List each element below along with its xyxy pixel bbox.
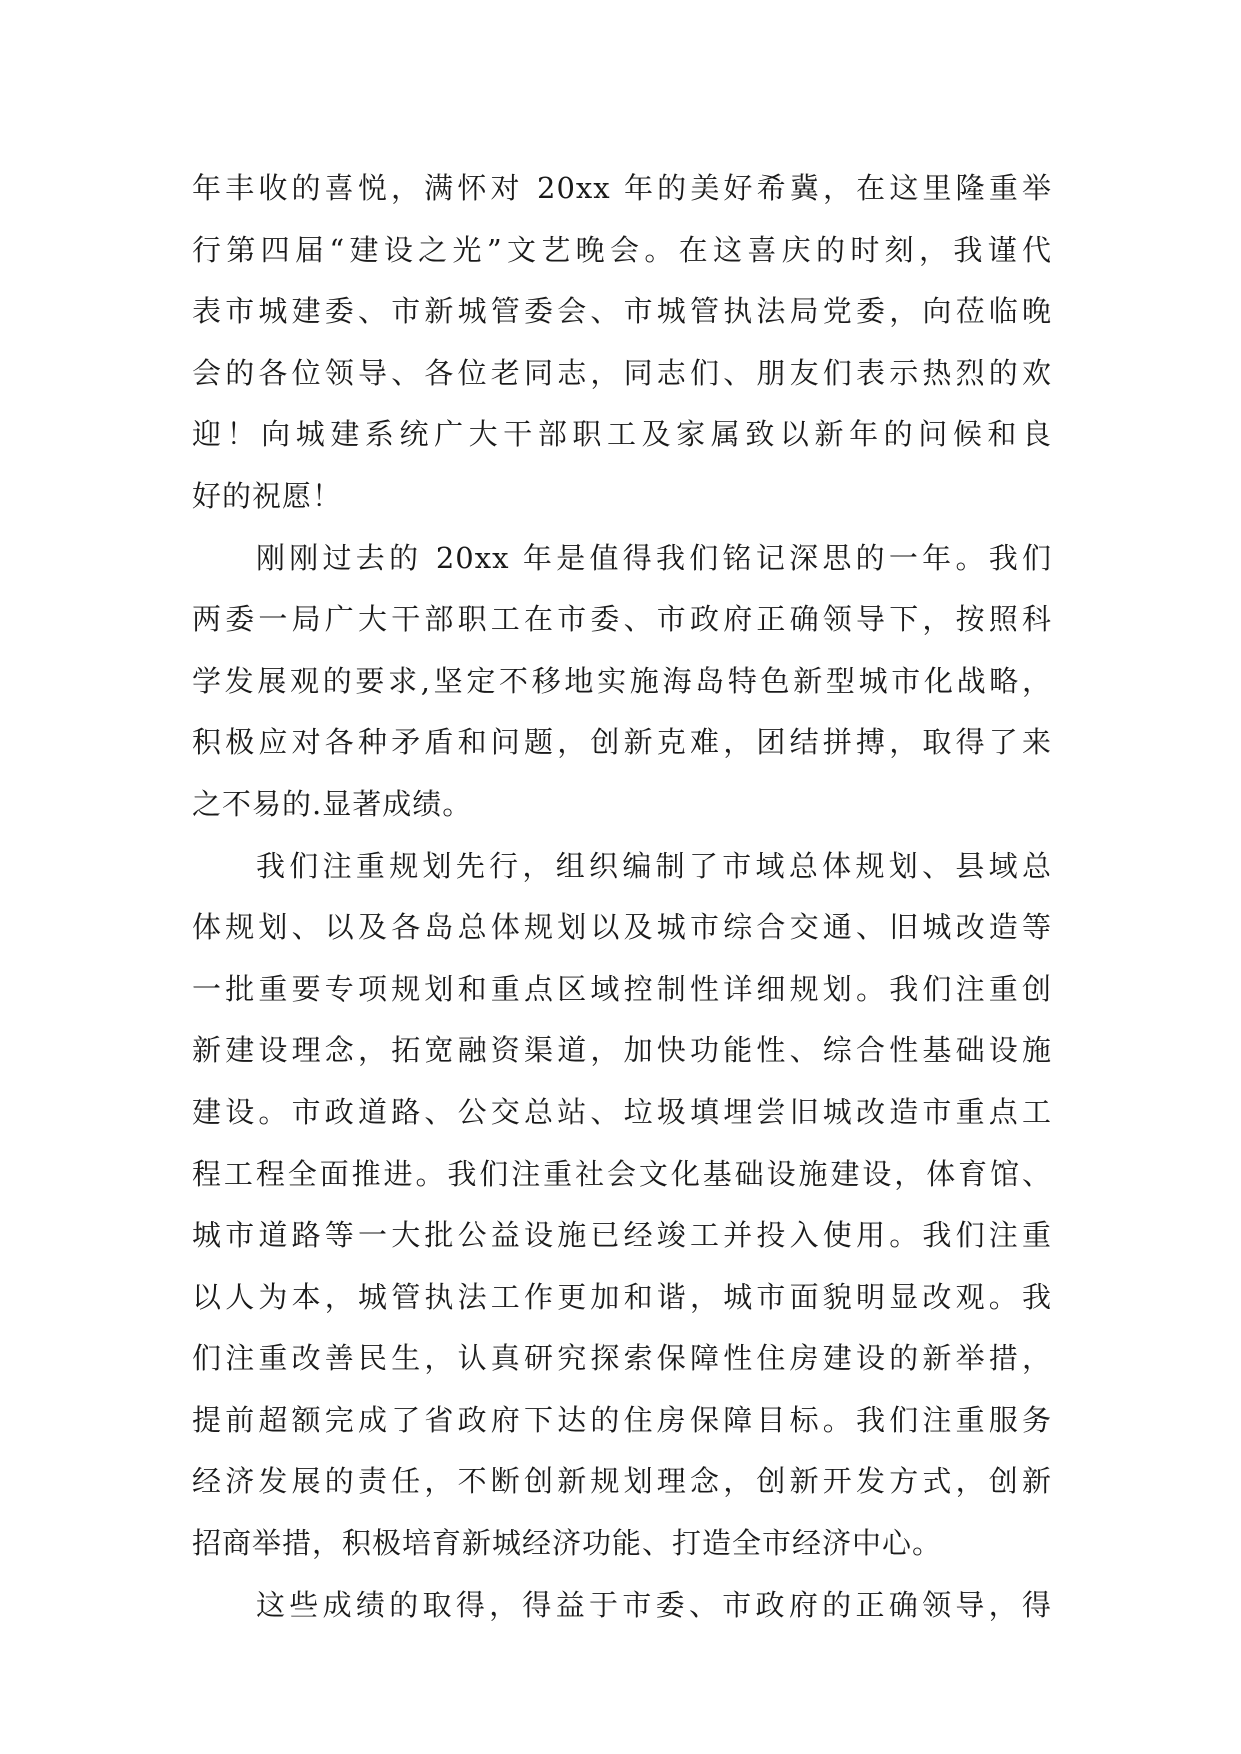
- text-line: 迎！向城建系统广大干部职工及家属致以新年的问候和良: [192, 417, 1052, 452]
- text-line: 以人为本，城管执法工作更加和谐，城市面貌明显改观。我: [192, 1279, 1052, 1314]
- text-line: 城市道路等一大批公益设施已经竣工并投入使用。我们注重: [192, 1218, 1052, 1253]
- text-line: 们注重改善民生，认真研究探索保障性住房建设的新举措，: [192, 1341, 1052, 1376]
- text-line: 经济发展的责任，不断创新规划理念，创新开发方式，创新: [192, 1464, 1052, 1499]
- text-line: 好的祝愿！: [192, 478, 343, 513]
- text-line: 新建设理念，拓宽融资渠道，加快功能性、综合性基础设施: [192, 1033, 1052, 1068]
- text-line: 体规划、以及各岛总体规划以及城市综合交通、旧城改造等: [192, 910, 1052, 945]
- text-line: 学发展观的要求,坚定不移地实施海岛特色新型城市化战略，: [192, 663, 1052, 698]
- text-line: 建设。市政道路、公交总站、垃圾填埋尝旧城改造市重点工: [192, 1094, 1052, 1129]
- text-line: 两委一局广大干部职工在市委、市政府正确领导下，按照科: [192, 602, 1052, 637]
- text-line: 一批重要专项规划和重点区域控制性详细规划。我们注重创: [192, 971, 1052, 1006]
- body-text: [192, 158, 1052, 1636]
- text-line: 行第四届“建设之光”文艺晚会。在这喜庆的时刻，我谨代: [192, 232, 1052, 267]
- text-line: 表市城建委、市新城管委会、市城管执法局党委，向莅临晚: [192, 294, 1052, 329]
- paragraph-3: [192, 836, 1052, 1575]
- text-line: 提前超额完成了省政府下达的住房保障目标。我们注重服务: [192, 1402, 1052, 1437]
- text-line: 招商举措，积极培育新城经济功能、打造全市经济中心。: [192, 1526, 943, 1561]
- text-line: 会的各位领导、各位老同志，同志们、朋友们表示热烈的欢: [192, 355, 1052, 390]
- paragraph-2: [192, 528, 1052, 836]
- text-line: 之不易的.显著成绩。: [192, 786, 473, 821]
- text-line: 这些成绩的取得，得益于市委、市政府的正确领导，得: [256, 1587, 1052, 1622]
- text-line: 年丰收的喜悦，满怀对 20xx 年的美好希冀，在这里隆重举: [192, 171, 1052, 205]
- text-line: 我们注重规划先行，组织编制了市域总体规划、县域总: [256, 848, 1052, 883]
- paragraph-1: [192, 158, 1052, 528]
- paragraph-4: [192, 1575, 1052, 1637]
- text-line: 积极应对各种矛盾和问题，创新克难，团结拼搏，取得了来: [192, 725, 1052, 760]
- text-line: 程工程全面推进。我们注重社会文化基础设施建设，体育馆、: [192, 1156, 1052, 1191]
- text-line: 刚刚过去的 20xx 年是值得我们铭记深思的一年。我们: [256, 540, 1052, 575]
